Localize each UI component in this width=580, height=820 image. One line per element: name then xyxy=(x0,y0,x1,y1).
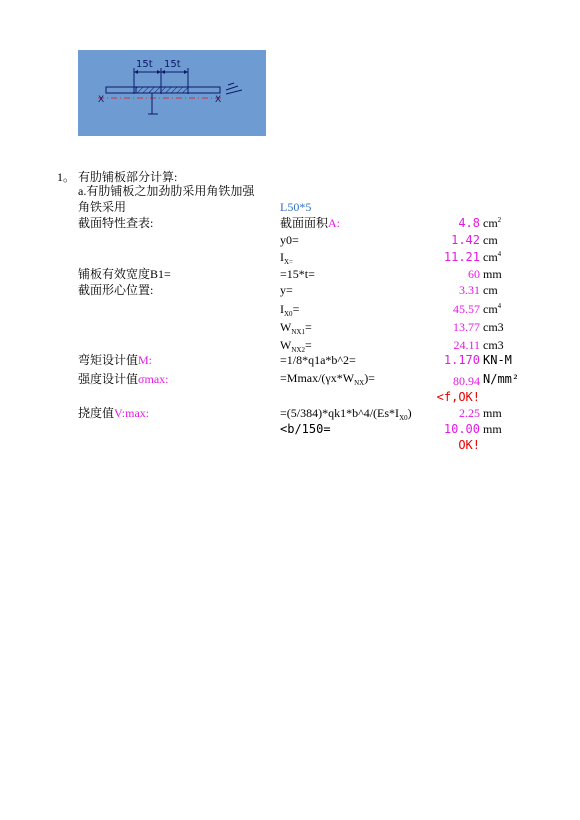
ix0-unit: $cm^4$ xyxy=(483,302,502,316)
b1-unit: mm xyxy=(483,267,502,281)
spacing-label-right: 15t xyxy=(164,59,181,70)
stress-label: 强度设计值σmax: xyxy=(78,372,169,386)
ix0-value: 45.57 xyxy=(453,302,480,316)
section-properties-label: 截面特性查表: xyxy=(78,216,154,230)
section-diagram xyxy=(78,50,266,136)
moment-value: 1.170 xyxy=(443,353,480,367)
deflection-check: OK! xyxy=(458,438,480,452)
moment-label: 弯矩设计值M: xyxy=(78,353,153,367)
axis-label-right: X xyxy=(215,95,222,105)
section-title: 有肋铺板部分计算: xyxy=(78,170,178,184)
stress-check: <f,OK! xyxy=(436,390,480,404)
wnx2-unit: cm3 xyxy=(483,338,504,352)
y-value: 3.31 xyxy=(459,283,480,297)
b1-value: 60 xyxy=(468,267,480,281)
section-number: 1。 xyxy=(57,170,76,184)
stress-formula: $=Mmax/(\gamma x*W_{NX})=$ xyxy=(280,371,375,387)
wnx1-unit: cm3 xyxy=(483,320,504,334)
deflection-label: 挠度值V:max: xyxy=(78,406,150,420)
stress-value: 80.94 xyxy=(453,374,480,388)
moment-unit: KN-M xyxy=(483,353,512,367)
b1-label: 铺板有效宽度B1= xyxy=(78,267,171,281)
centroid-label: 截面形心位置: xyxy=(78,283,154,297)
wnx2-value: 24.11 xyxy=(453,338,480,352)
deflection-unit: mm xyxy=(483,406,502,420)
moment-formula: =1/8*q1a*b^2= xyxy=(280,353,356,367)
area-unit: $cm^2$ xyxy=(483,216,502,230)
stress-unit: N/mm² xyxy=(483,372,520,386)
angle-steel-label: 角铁采用 xyxy=(78,200,127,214)
limit-value: 10.00 xyxy=(443,422,480,436)
spacing-label-left: 15t xyxy=(136,59,153,70)
area-value: 4.8 xyxy=(458,216,480,230)
limit-unit: mm xyxy=(483,422,502,436)
ix-value: 11.21 xyxy=(443,250,480,264)
stiffener-description: a.有肋铺板之加劲肋采用角铁加强 xyxy=(78,184,255,198)
b1-formula: =15*t= xyxy=(280,267,315,281)
y0-label: y0= xyxy=(280,233,299,247)
ix0-label: $I_{X0}=$ xyxy=(280,302,300,318)
deflection-formula: $=(5/384)*qk1*b\^{}4/(Es*I_{X0})$ xyxy=(280,406,412,422)
wnx2-label: $W_{NX2}=$ xyxy=(280,338,312,354)
ix-label: $I_{X=}$ xyxy=(280,250,294,266)
y-label: y= xyxy=(280,283,293,297)
stiffener-section-drawing xyxy=(78,50,266,136)
y0-unit: cm xyxy=(483,233,498,247)
axis-label-left: X xyxy=(98,95,105,105)
y0-value: 1.42 xyxy=(451,233,480,247)
wnx1-value: 13.77 xyxy=(453,320,480,334)
y-unit: cm xyxy=(483,283,498,297)
ix-unit: $cm^4$ xyxy=(483,250,502,264)
area-label: 截面面积A: xyxy=(280,216,341,230)
wnx1-label: $W_{NX1}=$ xyxy=(280,320,312,336)
deflection-value: 2.25 xyxy=(459,406,480,420)
angle-steel-value: L50*5 xyxy=(280,200,312,214)
limit-formula: <b/150= xyxy=(280,422,331,436)
